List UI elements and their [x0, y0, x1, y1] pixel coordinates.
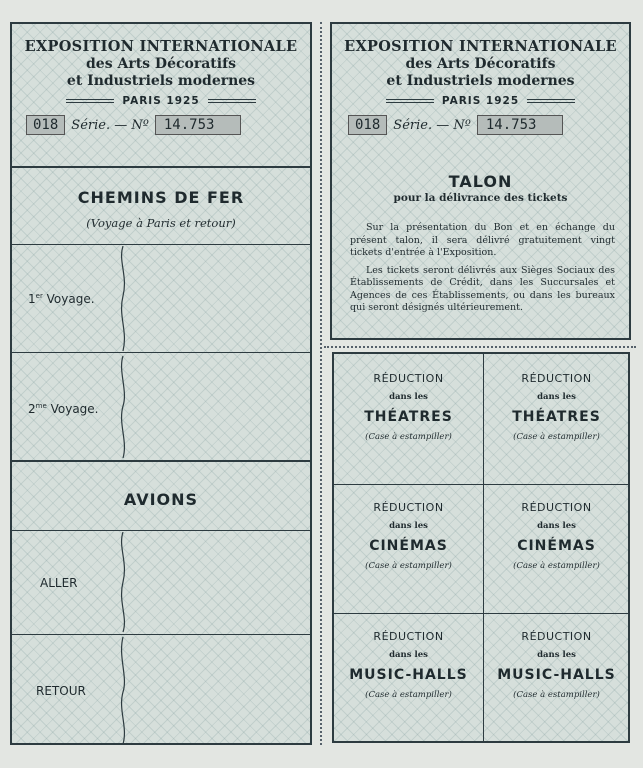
talon-subtitle: pour la délivrance des tickets: [393, 192, 568, 204]
planes-retour-label: RETOUR: [36, 684, 86, 698]
talon-paragraph-1: Sur la présentation du Bon et en échange du présent talon, il sera délivré gratuitement vingt tickets d'entrée à l'Exposition.: [350, 222, 615, 258]
reduction-cinemas-right: [483, 501, 630, 571]
header-line1: EXPOSITION INTERNATIONALE: [344, 38, 617, 55]
planes-aller-label: ALLER: [40, 576, 78, 590]
header-line2: des Arts Décoratifs: [86, 56, 236, 72]
reduction-theatres-left: [334, 372, 483, 442]
railway-wavy-cut-line: [116, 246, 130, 458]
talon-header: [332, 38, 629, 135]
ordinal-suffix: me: [35, 402, 47, 410]
divider: [12, 352, 310, 353]
ticket-number-box: 14.753: [155, 115, 242, 135]
music-halls-label: MUSIC-HALLS: [349, 667, 468, 683]
railway-first-voyage-label: [28, 292, 95, 306]
dans-les: dans les: [537, 521, 576, 531]
dans-les: dans les: [537, 650, 576, 660]
railway-subtitle: (Voyage à Paris et retour): [86, 216, 236, 230]
ornament-rule: [527, 99, 575, 103]
railway-title: CHEMINS DE FER: [77, 188, 245, 207]
reduction-label: RÉDUCTION: [373, 630, 444, 643]
left-coupon-panel: [10, 22, 312, 745]
ticket-number-box: 14.753: [477, 115, 564, 135]
talon-text: [350, 222, 615, 320]
reduction-label: RÉDUCTION: [521, 501, 592, 514]
header-line1: EXPOSITION INTERNATIONALE: [24, 38, 298, 55]
theatres-label: THÉATRES: [364, 409, 453, 425]
ordinal-suffix: er: [35, 292, 43, 300]
reduction-music-halls-right: [483, 630, 630, 700]
case-label: (Case à estampiller): [513, 432, 600, 442]
header-line3: et Industriels modernes: [386, 73, 575, 89]
talon-title: TALON: [448, 172, 513, 191]
reduction-label: RÉDUCTION: [373, 372, 444, 385]
divider: [12, 460, 310, 462]
reduction-cinemas-left: [334, 501, 483, 571]
dans-les: dans les: [389, 521, 428, 531]
voyage-word: Voyage.: [46, 292, 95, 306]
cinemas-label: CINÉMAS: [369, 538, 448, 554]
planes-wavy-cut-line: [116, 532, 130, 744]
ordinal: 1: [28, 292, 36, 306]
serie-label: Série. — Nº: [71, 117, 149, 133]
case-label: (Case à estampiller): [513, 690, 600, 700]
dans-les: dans les: [389, 392, 428, 402]
reduction-label: RÉDUCTION: [521, 630, 592, 643]
divider: [334, 613, 628, 614]
reduction-label: RÉDUCTION: [373, 501, 444, 514]
reduction-label: RÉDUCTION: [521, 372, 592, 385]
case-label: (Case à estampiller): [513, 561, 600, 571]
railway-second-voyage-label: [28, 402, 99, 416]
ornament-rule: [386, 99, 434, 103]
dans-les: dans les: [389, 650, 428, 660]
ordinal: 2: [28, 402, 36, 416]
serie-number-box: 018: [348, 115, 387, 135]
cinemas-label: CINÉMAS: [517, 538, 596, 554]
serie-number-box: 018: [26, 115, 65, 135]
city-year: [12, 95, 310, 107]
divider: [12, 530, 310, 531]
header-line2: des Arts Décoratifs: [405, 56, 556, 72]
theatres-label: THÉATRES: [512, 409, 601, 425]
case-label: (Case à estampiller): [365, 690, 452, 700]
perforation-horizontal: [324, 346, 636, 348]
city-year: [332, 95, 629, 107]
talon-paragraph-2: Les tickets seront délivrés aux Sièges Sociaux des Établissements de Crédit, dans les Succursales et Agences de ces Établissements, ou dans les bureaux qui seront désignés ultérieurement.: [350, 264, 615, 313]
divider: [12, 244, 310, 245]
ornament-rule: [66, 99, 114, 103]
talon-panel: [330, 22, 631, 340]
planes-title: AVIONS: [123, 490, 199, 509]
music-halls-label: MUSIC-HALLS: [497, 667, 616, 683]
dans-les: dans les: [537, 392, 576, 402]
divider: [12, 166, 310, 168]
reduction-theatres-right: [483, 372, 630, 442]
voyage-word: Voyage.: [50, 402, 99, 416]
serie-label: Série. — Nº: [393, 117, 471, 133]
perforation-vertical: [320, 22, 322, 745]
divider: [12, 634, 310, 635]
ornament-rule: [208, 99, 256, 103]
reduction-music-halls-left: [334, 630, 483, 700]
city-year-text: PARIS 1925: [122, 95, 200, 107]
case-label: (Case à estampiller): [365, 561, 452, 571]
case-label: (Case à estampiller): [365, 432, 452, 442]
header-line3: et Industriels modernes: [66, 73, 256, 89]
reduction-grid-panel: [332, 352, 630, 743]
divider: [334, 484, 628, 485]
left-header: [12, 38, 310, 135]
serie-line: [26, 115, 310, 135]
city-year-text: PARIS 1925: [441, 95, 520, 107]
serie-line: [348, 115, 629, 135]
